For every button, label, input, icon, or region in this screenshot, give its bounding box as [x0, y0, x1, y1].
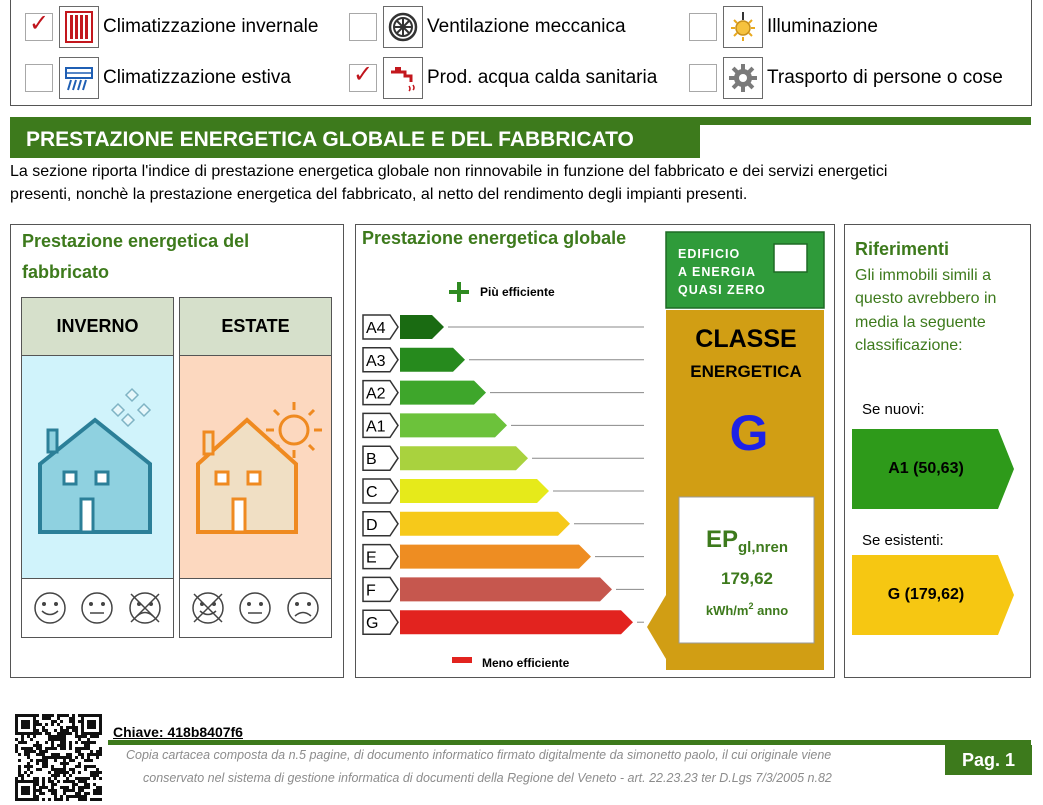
references-line: Gli immobili simili a [855, 267, 992, 284]
service-label: Trasporto di persone o cose [767, 67, 1003, 88]
class-bar-a3 [400, 348, 465, 372]
class-label: B [366, 451, 377, 469]
references-title: Riferimenti [855, 239, 950, 259]
service-label: Prod. acqua calda sanitaria [427, 67, 658, 88]
references-line: media la seguente [855, 313, 986, 331]
references-text [855, 264, 1030, 357]
class-pointer [647, 595, 666, 659]
ep-unit: kWh/$m^2$ anno [705, 601, 789, 618]
intro-line: presenti, nonchè la prestazione energetica del fabbricato, al netto del rendimento degli impianti presenti. [10, 186, 748, 203]
class-label: A4 [366, 320, 386, 337]
references-line: classificazione: [855, 336, 963, 354]
class-subheading: ENERGETICA [690, 362, 802, 381]
nzeb-line: A ENERGIA [678, 265, 756, 279]
existing-buildings-label: Se esistenti: [862, 532, 944, 549]
class-bar-a2 [400, 381, 486, 405]
new-buildings-class-badge [852, 429, 1014, 509]
new-buildings-label: Se nuovi: [862, 401, 925, 418]
class-rows [363, 315, 644, 634]
footer-rule [108, 740, 1031, 745]
class-label: D [366, 516, 378, 534]
ep-value: 179,62 [721, 569, 773, 588]
energy-class-value: G [729, 405, 769, 461]
check-mark-icon: ✓ [353, 60, 374, 88]
document-key: Chiave: 418b8407f6 [113, 724, 243, 740]
intro-line: La sezione riporta l'indice di prestazione energetica globale non rinnovabile in funzione del fabbricato e dei servizi energetici [10, 163, 888, 180]
summer-label: ESTATE [180, 298, 331, 356]
class-bar-c [400, 479, 549, 503]
service-label: Illuminazione [767, 16, 878, 37]
minus-icon [452, 657, 472, 663]
class-bar-g [400, 610, 633, 634]
service-label: Climatizzazione estiva [103, 67, 291, 88]
class-label: C [366, 484, 378, 501]
global-panel-title: Prestazione energetica globale [362, 228, 627, 248]
footer-note-line: Copia cartacea composta da n.5 pagine, di documento informatico firmato digitalmente da simonetto paolo, il cui originale viene [126, 748, 832, 762]
new-buildings-class: A1 (50,63) [888, 460, 964, 477]
footer-note-line: conservato nel sistema di gestione informatica di documenti della Regione del Veneto - art. 22.23.23 ter D.Lgs 7/3/2005 n.82 [143, 771, 832, 785]
title-line: fabbricato [22, 262, 110, 282]
less-efficient-label: Meno efficiente [482, 656, 570, 670]
class-heading: CLASSE [695, 325, 797, 353]
existing-buildings-class-badge [852, 555, 1014, 635]
class-bar-b [400, 446, 528, 470]
service-label: Climatizzazione invernale [103, 16, 319, 37]
class-label: F [366, 582, 376, 600]
class-label: A1 [366, 418, 386, 436]
service-label: Ventilazione meccanica [427, 16, 626, 37]
nzeb-line: EDIFICIO [678, 247, 741, 261]
plus-icon [449, 282, 469, 302]
check-mark-icon: ✓ [29, 9, 50, 37]
class-label: A3 [366, 352, 386, 370]
more-efficient-label: Più efficiente [480, 285, 555, 299]
qr-code-icon [15, 714, 102, 801]
ep-label: $EP_{gl,nren}$ [706, 526, 789, 556]
class-bar-d [400, 512, 570, 536]
class-label: A2 [366, 385, 386, 403]
existing-buildings-class: G (179,62) [887, 586, 965, 603]
class-bar-f [400, 577, 612, 601]
winter-label: INVERNO [22, 298, 173, 356]
section-title: PRESTAZIONE ENERGETICA GLOBALE E DEL FABBRICATO [26, 128, 634, 151]
title-line: Prestazione energetica del [22, 231, 250, 251]
class-label: E [366, 549, 377, 567]
nzeb-checkbox[interactable] [774, 244, 807, 272]
references-line: questo avrebbero in [855, 290, 997, 308]
page-number: Pag. 1 [945, 745, 1032, 775]
nzeb-line: QUASI ZERO [678, 283, 766, 297]
class-bar-e [400, 545, 591, 569]
class-bar-a4 [400, 315, 444, 339]
class-label: G [366, 615, 379, 633]
class-bar-a1 [400, 413, 507, 437]
